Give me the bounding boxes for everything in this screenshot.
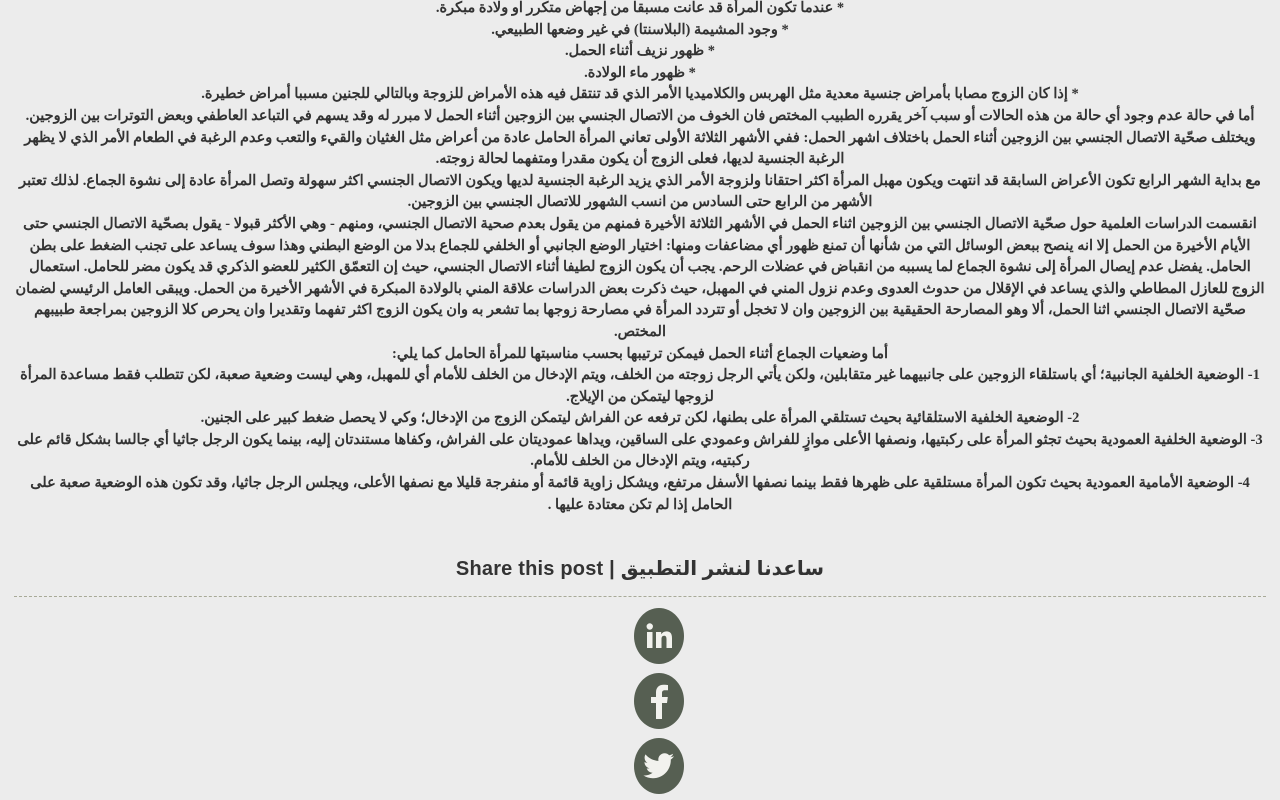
divider — [14, 596, 1266, 597]
twitter-icon — [643, 752, 675, 780]
article-paragraph: 3- الوضعية الخلفية العمودية بحيث تجثو المرأة على ركبتيها، ونصفها الأعلى موازٍ للفراش وعمودي على الساقين، ويداها عموديتان على الفراش، وكفاها مستندتان إليه، بينما يكون الرجل جاثيا أي جالسا بشكل قائم على ركبتيه، ويتم الإدخال من الخلف للأمام. — [17, 431, 1263, 470]
article-paragraph: مع بداية الشهر الرابع تكون الأعراض السابقة قد انتهت ويكون مهبل المرأة اكثر احتقانا ولزوجة الأمر الذي يزيد الرغبة الجنسية لديها ويكون الاتصال الجنسي اكثر سهولة وتصل المرأة عادة إلى نشوة الجماع. لذلك تعتبر الأشهر من الرابع حتى السادس من انسب الشهور للاتصال الجنسي بين الزوجين. — [19, 172, 1261, 211]
facebook-icon — [648, 683, 670, 719]
article-paragraph: * عندما تكون المرأة قد عانت مسبقا من إجهاض متكرر او ولادة مبكرة. — [435, 0, 845, 16]
article-paragraph: أما في حالة عدم وجود أي حالة من هذه الحالات أو سبب آخر يقرره الطبيب المختص فان الخوف من الاتصال الجنسي بين الزوجين أثناء الحمل لا مبرر له وقد يسهم في التباعد العاطفي وبعض التوترات بين الزوجين. ويختلف صحّية الاتصال الجنسي بين الزوجين أثناء الحمل باختلاف اشهر الحمل: ففي الأشهر الثلاثة الأولى تعاني المرأة الحامل عادة من أعراض مثل الغثيان والقيء والتعب وعدم الرغبة في الطعام الأمر الذي لا يظهر الرغبة الجنسية لديها، فعلى الزوج أن يكون مقدرا ومتفهما لحالة زوجته. — [24, 107, 1256, 168]
article-paragraph: * ظهور نزيف أثناء الحمل. — [564, 43, 716, 60]
article-paragraph: * ظهور ماء الولادة. — [584, 64, 696, 81]
article-paragraph: * وجود المشيمة (البلاسنتا) في غير وضعها الطبيعي. — [491, 21, 789, 38]
article-paragraph: 2- الوضعية الخلفية الاستلقائية بحيث تستلقي المرأة على بطنها، لكن ترفعه عن الفراش ليتمكن الزوج من الإدخال؛ وكي لا يحصل ضغط كبير على الجنين. — [200, 410, 1080, 427]
article-paragraph: أما وضعيات الجماع أثناء الحمل فيمكن ترتيبها بحسب مناسبتها للمرأة الحامل كما يلي: — [391, 345, 889, 362]
share-title: Share this post | ساعدنا لنشر التطبيق — [455, 558, 825, 580]
linkedin-share-button[interactable] — [634, 608, 684, 664]
twitter-share-button[interactable] — [634, 738, 684, 794]
article-paragraph: 1- الوضعية الخلفية الجانبية؛ أي باستلقاء الزوجين على جانبيهما غير متقابلين، ولكن يأتي الرجل زوجته من الخلف، ويتم الإدخال من الخلف للأمام أي للمهبل، وهي ليست وضعية صعبة، لكن تتطلب فقط مساعدة المرأة لزوجها ليتمكن من الإيلاج. — [20, 367, 1260, 405]
article-paragraph: 4- الوضعية الأمامية العمودية بحيث تكون المرأة مستلقية على ظهرها فقط بينما نصفها الأسفل مرتفع، ويشكل زاوية قائمة أو منفرجة قليلا مع نصفها الأعلى، ويجلس الرجل جاثيا، وقد تكون هذه الوضعية صعبة على الحامل إذا لم تكن معتادة عليها . — [30, 475, 1250, 513]
linkedin-icon — [644, 621, 674, 651]
facebook-share-button[interactable] — [634, 673, 684, 729]
article-paragraph: * إذا كان الزوج مصابا بأمراض جنسية معدية مثل الهربس والكلاميديا الأمر الذي قد تنتقل فيه هذه الأمراض للزوجة وبالتالي للجنين مسببا أمراض خطيرة. — [201, 86, 1079, 103]
article-paragraph: انقسمت الدراسات العلمية حول صحّية الاتصال الجنسي بين الزوجين اثناء الحمل في الأشهر الثلاثة الأخيرة فمنهم من يقول بعدم صحية الاتصال الجنسي، ومنهم - وهي الأكثر قبولا - يقول بصحّية الاتصال الجنسي حتى الأيام الأخيرة من الحمل إلا انه ينصح ببعض الوسائل التي من شأنها أن تمنع ظهور أي مضاعفات ومنها: اختيار الوضع الجانبي أو الخلفي للجماع بدلا من الوضع البطني وهذا سوف يساعد على تجنب الضغط على بطن الحامل. يفضل عدم إيصال المرأة إلى نشوة الجماع لما يسببه من انقباض في عضلات الرحم. يجب أن يكون الزوج لطيفا أثناء الاتصال الجنسي، حيث إن التعمّق الكثير للعضو الذكري قد يكون مضر للحامل. استعمال الزوج للعازل المطاطي والذي يساعد في الإقلال من حدوث العدوى وعدم نزول المني في المهبل، حيث ذكرت بعض الدراسات علاقة المني بالولادة المبكرة في الأشهر الأخيرة من الحمل. ويبقى العامل الرئيسي لضمان صحّية الاتصال الجنسي اثنا الحمل، ألا وهو المصارحة الحقيقية بين الزوجين وان لا تخجل أو تتردد المرأة في مصارحة زوجها بما تشعر به وان يكون الزوج اكثر تفهما وتقديرا وان يحرص كلا الزوجين بمراجعة طبيبهم المختص. — [15, 215, 1265, 340]
article-body — [14, 0, 1266, 516]
